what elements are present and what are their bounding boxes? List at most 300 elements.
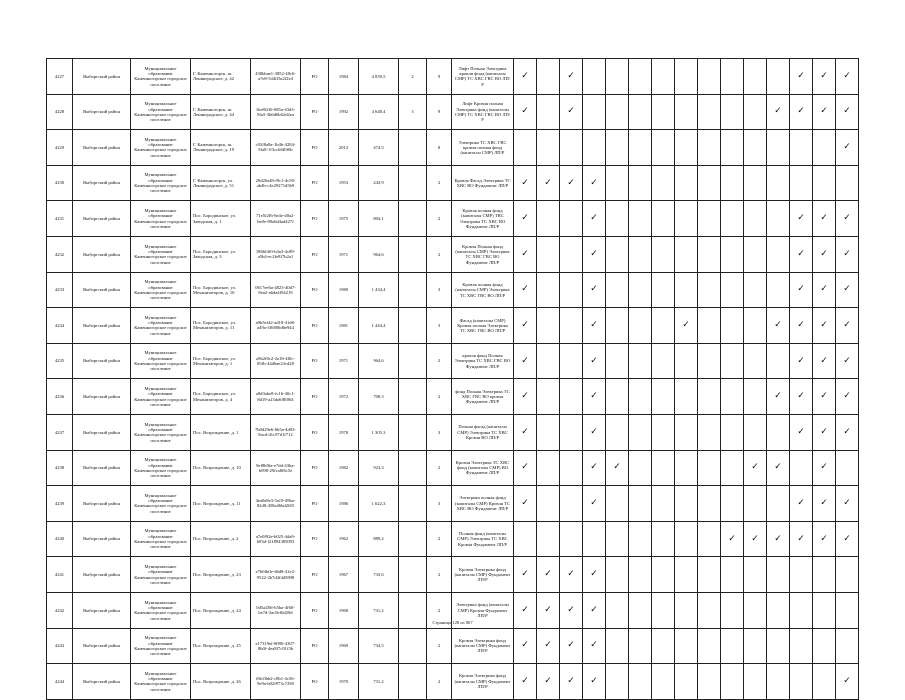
work-check-cell xyxy=(652,664,675,700)
work-check-cell xyxy=(583,59,606,95)
work-check-cell xyxy=(606,165,629,201)
work-check-cell xyxy=(675,343,698,379)
work-check-cell xyxy=(813,521,836,557)
work-check-cell xyxy=(583,130,606,166)
build-year-cell: 1978 xyxy=(329,414,359,450)
checkmark-icon: ✓ xyxy=(590,569,598,580)
checkmark-icon: ✓ xyxy=(820,70,828,81)
address-cell: Пос. Бородинское, ул. Механизаторов, д. 11 xyxy=(191,308,251,344)
management-type-cell: РО xyxy=(301,165,329,201)
build-year-cell: 1984 xyxy=(329,59,359,95)
build-year-cell: 1982 xyxy=(329,450,359,486)
work-check-cell xyxy=(744,414,767,450)
works-list-cell: Полная фонд (капиталы СМР) Электрика ТС ХВС Кровля Фундамент ЛП/Р xyxy=(452,521,514,557)
work-check-cell xyxy=(583,379,606,415)
address-cell: Пос. Бородинское, ул. Механизаторов, д. 4 xyxy=(191,379,251,415)
works-list-cell: Кровля полная фонд (капиталы СМР) ТВС Электрика ТС ХВС ВО Фундамент ЛП/Р xyxy=(452,201,514,237)
municipality-cell: Муниципальное образование Каменногорское городское поселение xyxy=(131,592,191,628)
work-check-cell xyxy=(721,165,744,201)
work-check-cell xyxy=(560,272,583,308)
district-cell: Выборгский район xyxy=(73,130,131,166)
work-check-cell xyxy=(790,379,813,415)
work-check-cell xyxy=(813,486,836,522)
checkmark-icon: ✓ xyxy=(843,675,851,686)
management-type-cell: РО xyxy=(301,592,329,628)
work-check-cell xyxy=(629,308,652,344)
checkmark-icon: ✓ xyxy=(544,640,552,651)
build-year-cell: 1970 xyxy=(329,664,359,700)
work-check-cell xyxy=(629,94,652,130)
work-check-cell xyxy=(744,165,767,201)
work-check-cell xyxy=(537,94,560,130)
floors-cell xyxy=(399,236,427,272)
work-check-cell xyxy=(652,414,675,450)
checkmark-icon: ✓ xyxy=(774,462,782,473)
checkmark-icon: ✓ xyxy=(843,141,851,152)
checkmark-icon: ✓ xyxy=(797,284,805,295)
management-type-cell: РО xyxy=(301,664,329,700)
checkmark-icon: ✓ xyxy=(590,248,598,259)
checkmark-icon: ✓ xyxy=(521,604,529,615)
work-check-cell xyxy=(652,308,675,344)
area-cell: 731,2 xyxy=(359,592,399,628)
checkmark-icon: ✓ xyxy=(820,248,828,259)
work-check-cell xyxy=(767,628,790,664)
work-check-cell xyxy=(813,414,836,450)
work-check-cell xyxy=(537,236,560,272)
checkmark-icon: ✓ xyxy=(567,106,575,117)
checkmark-icon: ✓ xyxy=(521,391,529,402)
municipality-cell: Муниципальное образование Каменногорское городское поселение xyxy=(131,201,191,237)
house-guid-cell: e17319ef-8090-4307-8b0f-4ea8f7c91f3b xyxy=(251,628,301,664)
build-year-cell: 1968 xyxy=(329,592,359,628)
build-year-cell: 1969 xyxy=(329,628,359,664)
municipality-cell: Муниципальное образование Каменногорское городское поселение xyxy=(131,130,191,166)
district-cell: Выборгский район xyxy=(73,236,131,272)
district-cell: Выборгский район xyxy=(73,450,131,486)
work-check-cell xyxy=(583,272,606,308)
work-check-cell xyxy=(767,557,790,593)
work-check-cell xyxy=(790,308,813,344)
build-year-cell: 1971 xyxy=(329,236,359,272)
floors-cell xyxy=(399,450,427,486)
work-check-cell xyxy=(744,486,767,522)
build-year-cell: 1980 xyxy=(329,272,359,308)
work-check-cell xyxy=(629,343,652,379)
work-check-cell xyxy=(813,130,836,166)
table-row xyxy=(47,557,859,593)
work-check-cell xyxy=(698,450,721,486)
work-check-cell xyxy=(606,343,629,379)
work-check-cell xyxy=(721,521,744,557)
work-check-cell xyxy=(744,94,767,130)
row-number-cell: 4235 xyxy=(47,343,73,379)
municipality-cell: Муниципальное образование Каменногорское городское поселение xyxy=(131,236,191,272)
municipality-cell: Муниципальное образование Каменногорское городское поселение xyxy=(131,521,191,557)
work-check-cell xyxy=(744,343,767,379)
district-cell: Выборгский район xyxy=(73,379,131,415)
work-check-cell xyxy=(629,59,652,95)
work-check-cell xyxy=(537,59,560,95)
house-register-table xyxy=(46,58,859,700)
floors-cell xyxy=(399,272,427,308)
work-check-cell xyxy=(790,272,813,308)
checkmark-icon: ✓ xyxy=(521,70,529,81)
row-number-cell: 4231 xyxy=(47,201,73,237)
work-check-cell xyxy=(583,486,606,522)
checkmark-icon: ✓ xyxy=(567,177,575,188)
work-check-cell xyxy=(790,343,813,379)
work-check-cell xyxy=(836,201,859,237)
work-check-cell xyxy=(767,272,790,308)
management-type-cell: РО xyxy=(301,486,329,522)
works-list-cell: Кровля Электрика фонд (капиталы СМР) Фундамент ЛП/Р xyxy=(452,628,514,664)
work-check-cell xyxy=(721,414,744,450)
table-row xyxy=(47,236,859,272)
work-check-cell xyxy=(744,236,767,272)
work-check-cell xyxy=(606,557,629,593)
checkmark-icon: ✓ xyxy=(521,319,529,330)
area-cell: 1 444,4 xyxy=(359,308,399,344)
checkmark-icon: ✓ xyxy=(797,319,805,330)
work-check-cell xyxy=(675,379,698,415)
management-type-cell: РО xyxy=(301,557,329,593)
municipality-cell: Муниципальное образование Каменногорское городское поселение xyxy=(131,272,191,308)
work-check-cell xyxy=(514,272,537,308)
address-cell: Пос. Возрождение, д. 26 xyxy=(191,664,251,700)
floors-cell xyxy=(399,521,427,557)
work-check-cell xyxy=(629,450,652,486)
row-number-cell: 4229 xyxy=(47,130,73,166)
table-row xyxy=(47,165,859,201)
work-check-cell xyxy=(583,236,606,272)
work-check-cell xyxy=(836,272,859,308)
house-guid-cell: a7e0f92e-b025-4da9-b93d-f21894385093 xyxy=(251,521,301,557)
work-check-cell xyxy=(606,450,629,486)
checkmark-icon: ✓ xyxy=(843,497,851,508)
work-check-cell xyxy=(767,486,790,522)
work-check-cell xyxy=(836,343,859,379)
work-check-cell xyxy=(652,165,675,201)
work-check-cell xyxy=(514,236,537,272)
checkmark-icon: ✓ xyxy=(797,497,805,508)
municipality-cell: Муниципальное образование Каменногорское городское поселение xyxy=(131,165,191,201)
work-check-cell xyxy=(675,59,698,95)
table-row xyxy=(47,201,859,237)
work-check-cell xyxy=(560,664,583,700)
municipality-cell: Муниципальное образование Каменногорское городское поселение xyxy=(131,94,191,130)
build-year-cell: 1981 xyxy=(329,308,359,344)
checkmark-icon: ✓ xyxy=(521,284,529,295)
work-check-cell xyxy=(652,628,675,664)
floors-cell xyxy=(399,557,427,593)
table-row xyxy=(47,664,859,700)
checkmark-icon: ✓ xyxy=(820,462,828,473)
floors-cell xyxy=(399,130,427,166)
table-row xyxy=(47,308,859,344)
work-check-cell xyxy=(836,521,859,557)
work-check-cell xyxy=(560,236,583,272)
works-list-cell: Фасад (капиталы СМР) Кровля полная Электрика ТС ХВС ГВС ВО ЛП/Р xyxy=(452,308,514,344)
house-guid-cell: 0d5a28ff-b5ba-4f60-be7d-3ac9ef6d20d xyxy=(251,592,301,628)
work-check-cell xyxy=(560,94,583,130)
work-check-cell xyxy=(790,94,813,130)
district-cell: Выборгский район xyxy=(73,165,131,201)
checkmark-icon: ✓ xyxy=(567,604,575,615)
work-check-cell xyxy=(813,201,836,237)
work-check-cell xyxy=(698,664,721,700)
checkmark-icon: ✓ xyxy=(567,640,575,651)
house-guid-cell: f6fc0bb2-c8b1-4c56-9e9a-b02f973c7290 xyxy=(251,664,301,700)
checkmark-icon: ✓ xyxy=(567,675,575,686)
work-check-cell xyxy=(767,165,790,201)
entrances-cell: 2 xyxy=(427,521,452,557)
work-check-cell xyxy=(698,521,721,557)
work-check-cell xyxy=(537,272,560,308)
checkmark-icon: ✓ xyxy=(567,70,575,81)
checkmark-icon: ✓ xyxy=(521,213,529,224)
checkmark-icon: ✓ xyxy=(521,569,529,580)
work-check-cell xyxy=(744,308,767,344)
checkmark-icon: ✓ xyxy=(820,391,828,402)
work-check-cell xyxy=(560,59,583,95)
checkmark-icon: ✓ xyxy=(590,177,598,188)
work-check-cell xyxy=(767,664,790,700)
work-check-cell xyxy=(583,450,606,486)
address-cell: Пос. Возрождение, д. 2 xyxy=(191,521,251,557)
work-check-cell xyxy=(537,486,560,522)
municipality-cell: Муниципальное образование Каменногорское городское поселение xyxy=(131,343,191,379)
checkmark-icon: ✓ xyxy=(797,426,805,437)
work-check-cell xyxy=(721,450,744,486)
work-check-cell xyxy=(606,94,629,130)
work-check-cell xyxy=(721,486,744,522)
table-row xyxy=(47,628,859,664)
work-check-cell xyxy=(698,557,721,593)
area-cell: 804,1 xyxy=(359,201,399,237)
checkmark-icon: ✓ xyxy=(682,319,690,330)
checkmark-icon: ✓ xyxy=(521,675,529,686)
work-check-cell xyxy=(629,664,652,700)
work-check-cell xyxy=(698,628,721,664)
work-check-cell xyxy=(698,379,721,415)
checkmark-icon: ✓ xyxy=(820,426,828,437)
work-check-cell xyxy=(813,272,836,308)
work-check-cell xyxy=(698,130,721,166)
work-check-cell xyxy=(583,165,606,201)
house-guid-cell: 0617ee6a-4823-40d7-8ea2-a6da4f94219 xyxy=(251,272,301,308)
work-check-cell xyxy=(652,379,675,415)
work-check-cell xyxy=(652,343,675,379)
work-check-cell xyxy=(836,486,859,522)
work-check-cell xyxy=(560,414,583,450)
work-check-cell xyxy=(560,557,583,593)
works-list-cell: Электрика ТС ХВС ГВС кровля полная фонд (капиталы СМР) ЛП/Р xyxy=(452,130,514,166)
area-cell: 4 648,4 xyxy=(359,94,399,130)
work-check-cell xyxy=(652,130,675,166)
work-check-cell xyxy=(514,628,537,664)
municipality-cell: Муниципальное образование Каменногорское городское поселение xyxy=(131,414,191,450)
work-check-cell xyxy=(606,272,629,308)
works-list-cell: Лифт Полная Электрика кровли фонд (капиталы СМР) ТС ХВС ГВС ВО ЛП/Р xyxy=(452,59,514,95)
work-check-cell xyxy=(744,59,767,95)
checkmark-icon: ✓ xyxy=(843,248,851,259)
row-number-cell: 4230 xyxy=(47,165,73,201)
checkmark-icon: ✓ xyxy=(774,391,782,402)
work-check-cell xyxy=(560,486,583,522)
entrances-cell: 3 xyxy=(427,272,452,308)
works-list-cell: Кровля Полная фонд (капиталы СМР) Электрика ТС ХВС ГВС ВО Фундамент ЛП/Р xyxy=(452,236,514,272)
address-cell: Пос. Бородинское, ул. Заводская, д. 3 xyxy=(191,236,251,272)
work-check-cell xyxy=(629,201,652,237)
work-check-cell xyxy=(767,94,790,130)
work-check-cell xyxy=(790,486,813,522)
work-check-cell xyxy=(537,379,560,415)
works-list-cell: Полная фасад (капиталы СМР) Электрика ТС ХВС Кровля ВО ЛП/Р xyxy=(452,414,514,450)
work-check-cell xyxy=(836,59,859,95)
work-check-cell xyxy=(721,130,744,166)
works-list-cell: Кровля Электрика фонд (капиталы СМР) Фундамент ЛП/Р xyxy=(452,664,514,700)
work-check-cell xyxy=(537,201,560,237)
entrances-cell: 2 xyxy=(427,557,452,593)
table-row xyxy=(47,94,859,130)
checkmark-icon: ✓ xyxy=(797,70,805,81)
work-check-cell xyxy=(514,201,537,237)
checkmark-icon: ✓ xyxy=(797,391,805,402)
work-check-cell xyxy=(583,557,606,593)
work-check-cell xyxy=(836,664,859,700)
work-check-cell xyxy=(767,379,790,415)
work-check-cell xyxy=(813,59,836,95)
work-check-cell xyxy=(514,664,537,700)
work-check-cell xyxy=(698,343,721,379)
table-row xyxy=(47,272,859,308)
work-check-cell xyxy=(583,628,606,664)
work-check-cell xyxy=(767,521,790,557)
work-check-cell xyxy=(813,450,836,486)
checkmark-icon: ✓ xyxy=(567,569,575,580)
work-check-cell xyxy=(537,414,560,450)
work-check-cell xyxy=(790,664,813,700)
work-check-cell xyxy=(583,521,606,557)
work-check-cell xyxy=(537,664,560,700)
work-check-cell xyxy=(744,557,767,593)
work-check-cell xyxy=(629,628,652,664)
work-check-cell xyxy=(606,664,629,700)
entrances-cell: 9 xyxy=(427,59,452,95)
work-check-cell xyxy=(698,201,721,237)
entrances-cell: 2 xyxy=(427,450,452,486)
table-row xyxy=(47,59,859,95)
checkmark-icon: ✓ xyxy=(843,213,851,224)
checkmark-icon: ✓ xyxy=(843,426,851,437)
work-check-cell xyxy=(836,557,859,593)
address-cell: Пос. Возрождение, д. 24 xyxy=(191,592,251,628)
work-check-cell xyxy=(652,450,675,486)
row-number-cell: 4239 xyxy=(47,486,73,522)
work-check-cell xyxy=(560,628,583,664)
work-check-cell xyxy=(560,308,583,344)
row-number-cell: 4236 xyxy=(47,379,73,415)
checkmark-icon: ✓ xyxy=(590,640,598,651)
checkmark-icon: ✓ xyxy=(774,106,782,117)
build-year-cell: 1992 xyxy=(329,94,359,130)
floors-cell xyxy=(399,308,427,344)
page-footer: Страница 128 из 867 xyxy=(432,620,473,625)
work-check-cell xyxy=(675,628,698,664)
row-number-cell: 4227 xyxy=(47,59,73,95)
municipality-cell: Муниципальное образование Каменногорское городское поселение xyxy=(131,486,191,522)
work-check-cell xyxy=(675,521,698,557)
entrances-cell: 2 xyxy=(427,379,452,415)
work-check-cell xyxy=(675,130,698,166)
work-check-cell xyxy=(721,308,744,344)
house-guid-cell: 71e5f2f6-6e4e-40a2-be0e-89a6d4ad427f xyxy=(251,201,301,237)
management-type-cell: РО xyxy=(301,308,329,344)
work-check-cell xyxy=(514,165,537,201)
work-check-cell xyxy=(675,308,698,344)
management-type-cell: РО xyxy=(301,628,329,664)
build-year-cell: 2013 xyxy=(329,130,359,166)
area-cell: 964,6 xyxy=(359,343,399,379)
table-row xyxy=(47,521,859,557)
district-cell: Выборгский район xyxy=(73,414,131,450)
work-check-cell xyxy=(675,94,698,130)
work-check-cell xyxy=(721,236,744,272)
work-check-cell xyxy=(836,628,859,664)
checkmark-icon: ✓ xyxy=(797,533,805,544)
work-check-cell xyxy=(537,521,560,557)
table-row xyxy=(47,450,859,486)
work-check-cell xyxy=(514,130,537,166)
floors-cell: 2 xyxy=(399,59,427,95)
work-check-cell xyxy=(767,414,790,450)
checkmark-icon: ✓ xyxy=(843,319,851,330)
area-cell: 1 305,3 xyxy=(359,414,399,450)
work-check-cell xyxy=(652,201,675,237)
works-list-cell: кровля фонд Полная Электрика ТС ХВС ГВС ВО Фундамент ЛП/Р xyxy=(452,343,514,379)
checkmark-icon: ✓ xyxy=(590,213,598,224)
work-check-cell xyxy=(790,59,813,95)
work-check-cell xyxy=(629,130,652,166)
work-check-cell xyxy=(514,94,537,130)
district-cell: Выборгский район xyxy=(73,521,131,557)
checkmark-icon: ✓ xyxy=(590,426,598,437)
checkmark-icon: ✓ xyxy=(521,462,529,473)
work-check-cell xyxy=(629,236,652,272)
table-row xyxy=(47,414,859,450)
work-check-cell xyxy=(560,379,583,415)
build-year-cell: 1967 xyxy=(329,557,359,593)
address-cell: Пос. Возрождение, д. 10 xyxy=(191,450,251,486)
work-check-cell xyxy=(813,236,836,272)
address-cell: Г. Каменногорск, ш. Ленинградское, д. 19 xyxy=(191,130,251,166)
row-number-cell: 4228 xyxy=(47,94,73,130)
work-check-cell xyxy=(514,343,537,379)
work-check-cell xyxy=(790,236,813,272)
work-check-cell xyxy=(606,130,629,166)
district-cell: Выборгский район xyxy=(73,308,131,344)
work-check-cell xyxy=(652,557,675,593)
work-check-cell xyxy=(744,521,767,557)
management-type-cell: РО xyxy=(301,272,329,308)
row-number-cell: 4240 xyxy=(47,521,73,557)
work-check-cell xyxy=(698,165,721,201)
checkmark-icon: ✓ xyxy=(843,391,851,402)
work-check-cell xyxy=(767,130,790,166)
checkmark-icon: ✓ xyxy=(544,177,552,188)
checkmark-icon: ✓ xyxy=(521,177,529,188)
